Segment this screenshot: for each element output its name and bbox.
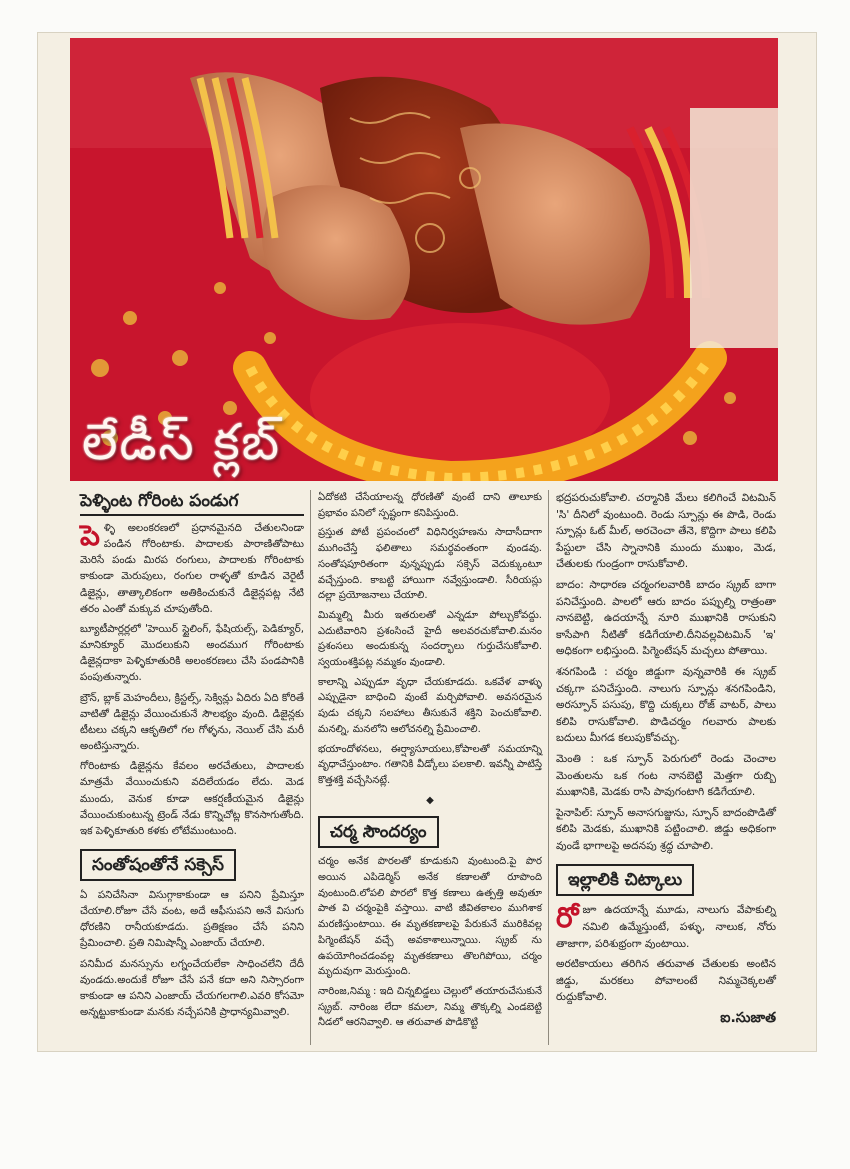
article-paragraph: ఏదోకటి చేసేయాలన్న ధోరణితో వుంటే దాని తాలూకు ప్రభావం పనిలో స్పష్టంగా కనిపిస్తుంది.: [318, 492, 542, 519]
column-divider: [310, 490, 311, 1045]
article-paragraph: బాదం: సాధారణ చర్మంగలవారికి బాదం స్క్రబ్ బాగా పనిచేస్తుంది. పాలలో ఆరు బాదం పప్పుల్ని రాత్రంతా నానబెట్టి, ఉదయాన్నే నూరి ముఖానికి రాసుకుని కాసేపాగి నీటితో కడిగేయాలి.దీనివల్లవిటమిన్ 'ఇ' అధికంగా లభిస్తుంది. పిగ్మెంటేషన్ మచ్చలు పోతాయి.: [556, 578, 776, 658]
article-heading-tips: ఇల్లాలికి చిట్కాలు: [556, 864, 694, 896]
article-heading-skin: చర్మ సౌందర్యం: [318, 816, 439, 848]
column-divider: [548, 490, 549, 1045]
article-paragraph: ఏ పనిచేసినా విసుగ్గాకాకుండా ఆ పనిని ప్రేమిస్తూ చేయాలి.రోజూ చేసే వంట, అదే ఆఫీసుపని అనే విసుగు ధోరణిని రానీయకూడదు. ప్రతిక్షణం చేసే పనిని ప్రేమించాలి. ప్రతి నిమిషాన్నీ ఎంజాయ్ చేయాలి.: [80, 888, 304, 950]
masthead-title: లేడీస్ క్లబ్: [82, 413, 282, 471]
article-paragraph: మెంతి : ఒక స్పూన్ పెరుగులో రెండు చెంచాల మెంతులను ఒక గంట నానబెట్టి మెత్తగా రుబ్బి ముఖానికి, మెడకు రాసి పావుగంటాగి కడిగేయాలి.: [556, 752, 776, 799]
column-2: [318, 490, 542, 1035]
article-paragraph: నారింజ,నిమ్మ : ఇది చిన్నబిడ్డలు చెల్లులో తయారుచేసుకునే స్క్రబ్. నారింజ లేదా కమలా, నిమ్మ తొక్కల్ని ఎండబెట్టి నీడలో ఆరనివ్వాలి. ఆ తరువాత పొడికొట్టి: [318, 985, 542, 1029]
article-paragraph: బ్యూటీపార్లర్లలో 'హెయిర్ స్టైలింగ్, ఫేషియల్స్, పెడిక్యూర్, మానిక్యూర్ మొదలుకుని అందముగ గోరింటాకు డిజైన్లదాకా పెళ్ళికూతురికి అలంకరణలు చేసి పండపానికి పంపుతున్నారు.: [80, 622, 304, 684]
article-paragraph: అరటికాయలు తరిగిన తరువాత చేతులకు అంటిన జిడ్డు, మరకలు పోవాలంటే నిమ్మచెక్కలతో రుద్దుకోవాలి.: [556, 958, 776, 1004]
article-paragraph: పెళ్ళి అలంకరణలో ప్రధానమైనది చేతులనిండా పండిన గోరింటాకు. పాదాలకు పారాణితోపాటు మెరిసే పండు మిరప రంగులు, పాదాలకు గోరింటాకు కాకుండా మెరుపులు, రంగుల రాళ్ళతో కూడిన వెరైటీ డిజైన్లు, తాత్కాలికంగా అతికించుకునే డిజైన్లపట్ల నేటి తరం ఎంతో మక్కువ చూపుతోంది.: [80, 519, 304, 615]
article-paragraph: చర్మం అనేక పొరలతో కూడుకుని వుంటుంది.పై పొర అయిన ఎపిడెర్మిస్ అనేక కణాలతో రూపొంది వుంటుంది.లోపలి పొరలో కొత్త కణాలు ఉత్పత్తి అవుతూ పాత వి చర్మంపైకి వస్తాయి. వాటి జీవితకాలం ముగిశాక మరణిస్తుంటాయి. ఈ మృతకణాలపై పేరుకునే మురికివల్ల పిగ్మెంటేషన్ వచ్చే అవకాశాలున్నాయి. స్క్రబ్ ను ఉపయోగించడంవల్ల మృతకణాలు తొలగిపోయి, చర్మం మృదువుగా మెరుస్తుంది.: [318, 856, 542, 978]
article-paragraph: భయాందోళనలు, ఈర్ష్యాసూయలు,కోపాలతో సమయాన్ని వృధాచేస్తుంటాం. గతానికి వీడ్కోలు పలకాలి. ఇవన్నీ పాటిస్తే కొత్తశక్తి వచ్చేసినట్లే.: [318, 743, 542, 786]
article-paragraph: కాలాన్ని ఎప్పుడూ వృధా చేయకూడదు. ఒకవేళ వాళ్ళు ఎప్పుడైనా బాధించి వుంటే మర్చిపోవాలి. అవసరమైన పుడు చక్కని సలహాలు తీసుకునే శక్తిని పెంచుకోవాలి. మనల్ని, మనలోని ఆలోచనల్ని ప్రేమించాలి.: [318, 676, 542, 735]
article-paragraph: పనిమీద మనస్సును లగ్నంచేయలేకా సాధించలేని దేదీ వుండదు.అందుకే రోజూ చేసే పనే కదా అని నిస్సారంగా కాకుండా ఆ పనిని ఎంజాయ్ చేయగలగాలి.ఎవరి కోసమో అన్నట్టుకాకుండా మనకు నచ్చేపనికి ప్రాధాన్యమివ్వాలి.: [80, 957, 304, 1019]
article-paragraph: రోజూ ఉదయాన్నే మూడు, నాలుగు వేపాకుల్ని నమిలి ఉమ్మేస్తుంటే, పళ్ళు, నాలుక, నోరు తాజాగా, పరిశుభ్రంగా వుంటాయి.: [556, 901, 776, 950]
article-paragraph: శనగపిండి : చర్మం జిడ్డుగా వున్నవారికి ఈ స్క్రబ్ చక్కగా పనిచేస్తుంది. నాలుగు స్పూన్లు శనగపిండిని, అరస్పూన్ పసుపు, కొద్ది చుక్కలు రోజ్ వాటర్, పాలు కలిపి రాసుకోవాలి. పొడిచర్మం గలవారు పాలకు బదులు మీగడ కలుపుకోవచ్చు.: [556, 665, 776, 745]
column-3: [556, 490, 776, 1027]
drop-cap: పె: [80, 519, 100, 552]
article-paragraph: మిమ్మల్ని మీరు ఇతరులతో ఎన్నడూ పోల్చుకోవద్దు. ఎదుటివారిని ప్రశంసించే హైదీ అలవరచుకోవాలి.మనం ప్రశంసలు అందుకున్న సందర్భాలు గుర్తుచేసుకోవాలి. స్వయంశక్తిపట్ల నమ్మకం వుండాలి.: [318, 609, 542, 669]
article-paragraph: భద్రపరుచుకోవాలి. చర్మానికి మేలు కలిగించే విటమిన్ 'సి' దీనిలో వుంటుంది. రెండు స్పూన్లు ఈ పొడి, రెండు స్పూన్లు ఓట్ మీల్, అరచెంచా తేనె, కొద్దిగా పాలు కలిపి పేస్టులా చేసి స్నానానికి ముందు ముఖం, మెడ, చేతులకు గుండ్రంగా రాసుకోవాలి.: [556, 492, 776, 571]
article-paragraph: బ్రౌన్, బ్లాక్ మెహందీలు, క్రిస్టల్స్, సెక్విన్లు ఏదిరు ఏది కోరితే వాటితో డిజైన్లు వేయించుకునే సౌలభ్యం వుంది. డిజైన్లకు టీటలు చక్కని ఆకృతిలో గల గోళ్ళను, నెయిల్ చేసి మరీ అంటిస్తున్నారు.: [80, 691, 304, 753]
drop-cap: రో: [556, 901, 579, 935]
article-heading-mehendi: పెళ్ళింట గోరింట పండుగ: [80, 490, 304, 516]
diamond-bullet-icon: ◆: [426, 794, 434, 806]
article-paragraph: పైనాపిల్: స్పూన్ అనాసగుజ్జును, స్పూన్ బాదంపొడితో కలిపి మెడకు, ముఖానికి పట్టించాలి. జిడ్డు అధికంగా వుండే భాగాలపై అదనపు శ్రద్ధ చూపాలి.: [556, 806, 776, 852]
article-paragraph: ప్రస్తుత పోటీ ప్రపంచంలో విధినిర్వహణను సాదాసీదాగా ముగించేస్తే ఫలితాలు సమర్థవంతంగా వుండవు. సంతోషపూరితంగా వున్నప్పుడు సక్సెస్ వెదుక్కుంటూ వచ్చేస్తుంది. కాబట్టి హాయిగా నవ్వేస్తుండాలి. సీరియస్లు దల్లా ప్రయోజనాలు చేయాలి.: [318, 527, 542, 602]
article-paragraph: గోరింటాకు డిజైన్లను కేవలం అరచేతులు, పాదాలకు మాత్రమే వేయించుకుని వదిలేయడం లేదు. మెడ ముందు, వెనుక కూడా ఆకర్షణీయమైన డిజైన్లు వేయించుకుంటున్న ట్రెండ్ నేడు కొన్నిచోట్ల కొనసాగుతోంది. ఇక పెళ్ళికూతురి కళకు లోటేముంటుంది.: [80, 760, 304, 837]
author-byline: ఐ.సుజాత: [720, 1010, 776, 1027]
column-1: [80, 490, 304, 1024]
article-heading-success: సంతోషంతోనే సక్సెస్: [80, 849, 236, 881]
wedding-photo: [70, 38, 778, 481]
